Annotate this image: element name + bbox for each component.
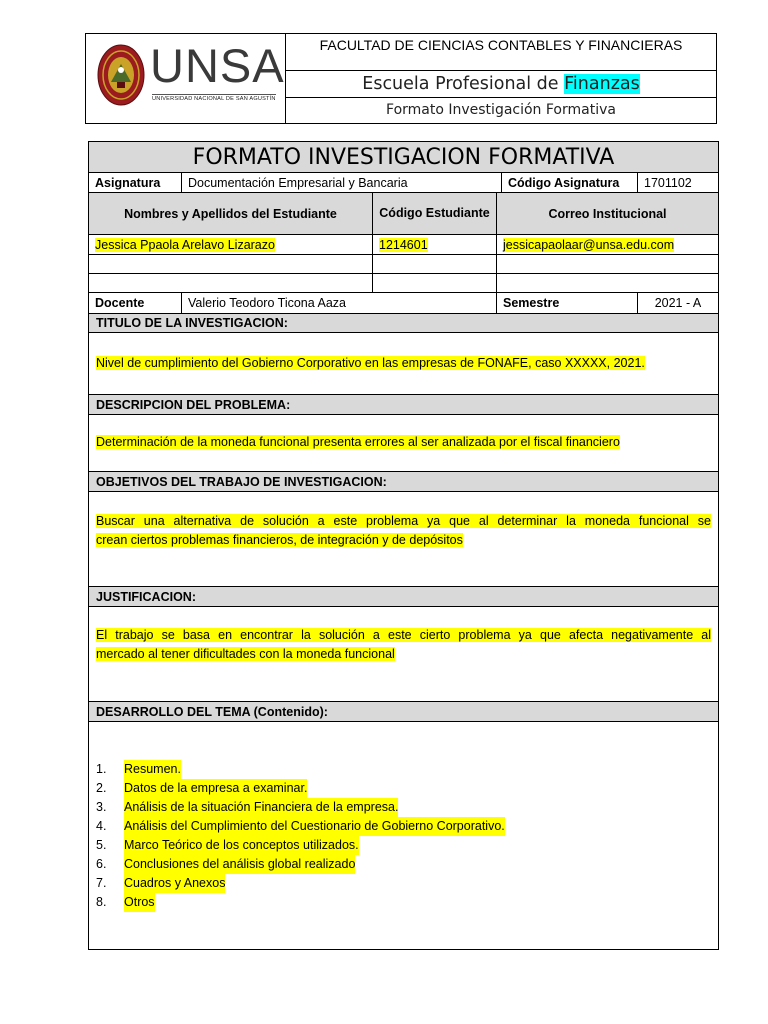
justificacion-body: [89, 607, 718, 702]
codigo-asignatura-label: Código Asignatura: [502, 173, 638, 192]
student-row: [89, 235, 718, 255]
logo-cell: [86, 34, 286, 123]
school-name: [286, 71, 716, 98]
desarrollo-item: [96, 874, 505, 893]
form-title: FORMATO INVESTIGACION FORMATIVA: [89, 142, 718, 173]
desarrollo-item-number: 4.: [96, 819, 107, 833]
desarrollo-item-number: 7.: [96, 876, 107, 890]
student-code-header: Código Estudiante: [373, 193, 497, 234]
docente-value: Valerio Teodoro Ticona Aaza: [182, 293, 497, 313]
justificacion-header: JUSTIFICACION:: [89, 587, 718, 607]
titulo-text-wrap: [96, 354, 711, 373]
student-email-header: Correo Institucional: [548, 206, 667, 221]
problema-text: Determinación de la moneda funcional presenta errores al ser analizada por el fiscal financiero: [96, 435, 620, 449]
student-row: [89, 274, 718, 293]
student-code-cell: [373, 274, 497, 292]
student-email-cell: [497, 274, 718, 292]
objetivos-line-2: crean ciertos problemas financieros, de integración y de depósitos: [96, 533, 463, 547]
semestre-label: Semestre: [497, 293, 638, 313]
desarrollo-item-text: Análisis del Cumplimiento del Cuestionario de Gobierno Corporativo.: [124, 817, 505, 836]
student-name-cell: [89, 235, 373, 254]
student-email-cell: [497, 235, 718, 254]
titulo-text: Nivel de cumplimiento del Gobierno Corporativo en las empresas de FONAFE, caso XXXXX, 2021.: [96, 356, 645, 370]
asignatura-value: Documentación Empresarial y Bancaria: [182, 173, 502, 192]
student-email: jessicapaolaar@unsa.edu.com: [503, 237, 675, 252]
desarrollo-item-text: Conclusiones del análisis global realizado: [124, 855, 355, 874]
objetivos-body: [89, 492, 718, 587]
objetivos-text-wrap: [96, 512, 711, 550]
justificacion-line-2: mercado al tener dificultades con la moneda funcional: [96, 647, 395, 661]
student-name-cell: [89, 274, 373, 292]
university-seal-icon: [97, 44, 145, 106]
school-highlight: Finanzas: [564, 74, 640, 94]
desarrollo-item-number: 3.: [96, 800, 107, 814]
problema-body: [89, 415, 718, 472]
university-name: UNIVERSIDAD NACIONAL DE SAN AGUSTÍN: [152, 96, 276, 102]
docente-label: Docente: [89, 293, 182, 313]
desarrollo-item: [96, 817, 505, 836]
desarrollo-header: DESARROLLO DEL TEMA (Contenido):: [89, 702, 718, 722]
student-email-cell: [497, 255, 718, 273]
desarrollo-item-number: 6.: [96, 857, 107, 871]
desarrollo-item-number: 5.: [96, 838, 107, 852]
titulo-body: [89, 333, 718, 395]
justificacion-line-1: El trabajo se basa en encontrar la solución a este cierto problema ya que afecta negativamente al: [96, 628, 711, 642]
desarrollo-item-text: Datos de la empresa a examinar.: [124, 779, 307, 798]
school-prefix: Escuela Profesional de: [362, 74, 559, 94]
problema-text-wrap: [96, 433, 711, 452]
desarrollo-item-text: Otros: [124, 893, 155, 912]
desarrollo-item-text: Cuadros y Anexos: [124, 874, 225, 893]
desarrollo-item-text: Resumen.: [124, 760, 181, 779]
research-form: [88, 141, 719, 950]
desarrollo-item: [96, 836, 505, 855]
student-code-cell: [373, 235, 497, 254]
desarrollo-item: [96, 855, 505, 874]
desarrollo-item: [96, 798, 505, 817]
desarrollo-item-text: Marco Teórico de los conceptos utilizados.: [124, 836, 359, 855]
student-name-cell: [89, 255, 373, 273]
justificacion-text-wrap: [96, 626, 711, 664]
desarrollo-item-number: 8.: [96, 895, 107, 909]
format-name: Formato Investigación Formativa: [386, 102, 616, 118]
docente-row: [89, 293, 718, 314]
desarrollo-item: [96, 779, 505, 798]
student-row: [89, 255, 718, 274]
student-code: 1214601: [379, 237, 428, 252]
desarrollo-item-number: 2.: [96, 781, 107, 795]
desarrollo-item-number: 1.: [96, 762, 107, 776]
desarrollo-item: [96, 893, 505, 912]
asignatura-row: [89, 173, 718, 193]
asignatura-label: Asignatura: [89, 173, 182, 192]
desarrollo-item-text: Análisis de la situación Financiera de la empresa.: [124, 798, 398, 817]
desarrollo-item: [96, 760, 505, 779]
student-name: Jessica Ppaola Arelavo Lizarazo: [95, 237, 275, 252]
codigo-asignatura-value: 1701102: [644, 175, 692, 190]
titulo-header: TITULO DE LA INVESTIGACION:: [89, 314, 718, 333]
logo-wordmark: UNSA: [150, 39, 285, 92]
faculty-name: FACULTAD DE CIENCIAS CONTABLES Y FINANCIERAS: [286, 34, 716, 71]
objetivos-line-1: Buscar una alternativa de solución a este problema ya que al determinar la moneda funcional se: [96, 514, 711, 528]
semestre-value: 2021 - A: [654, 296, 702, 310]
student-name-header: Nombres y Apellidos del Estudiante: [89, 193, 373, 234]
problema-header: DESCRIPCION DEL PROBLEMA:: [89, 395, 718, 415]
objetivos-header: OBJETIVOS DEL TRABAJO DE INVESTIGACION:: [89, 472, 718, 492]
desarrollo-list: [96, 760, 505, 912]
student-code-cell: [373, 255, 497, 273]
document-header: [85, 33, 717, 124]
desarrollo-body: [89, 722, 718, 949]
students-header-row: [89, 193, 718, 235]
